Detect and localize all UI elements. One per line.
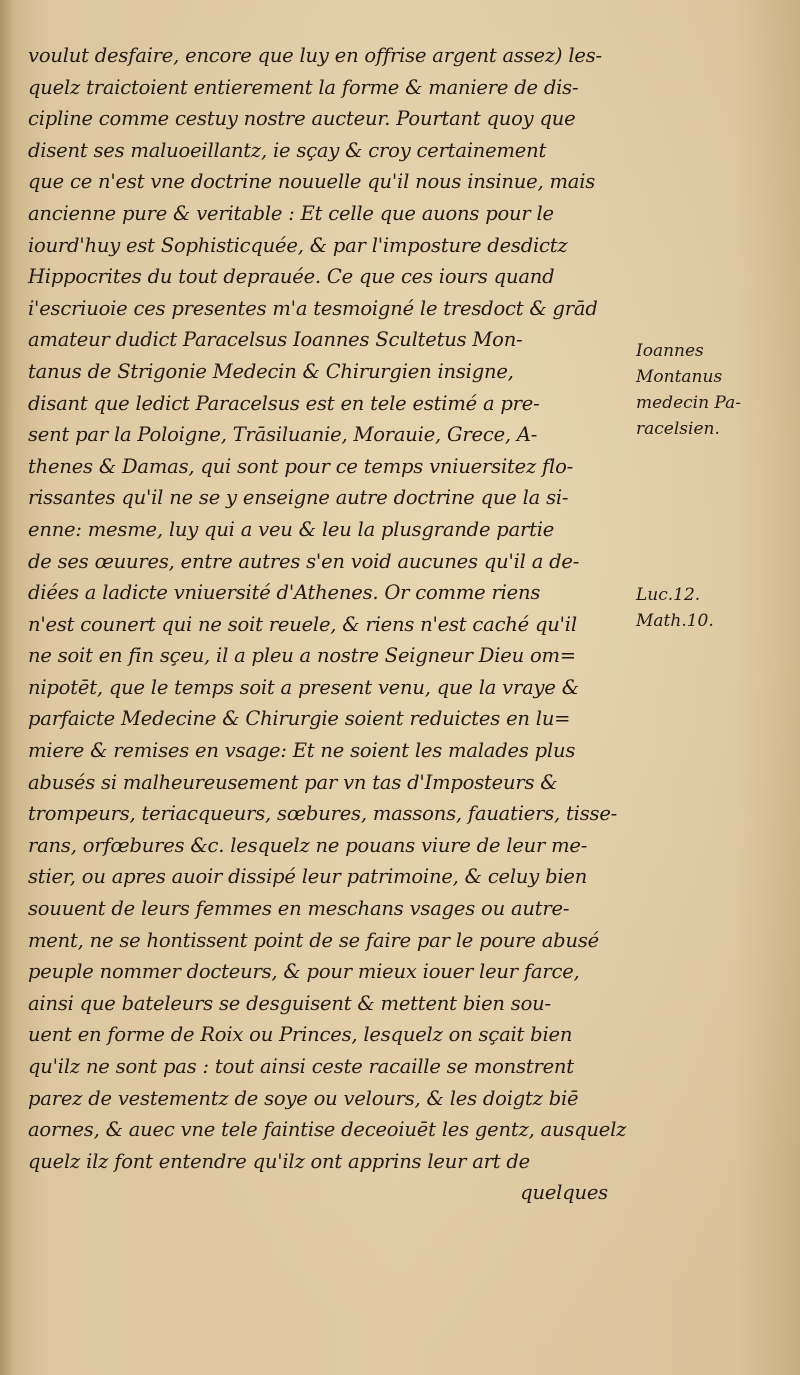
margin-note-line: medecin Pa- [636,393,741,413]
text-line: thenes & Damas, qui sont pour ce temps vniuersitez flo- [28,454,574,478]
text-line: enne: mesme, luy qui a veu & leu la plusgrande partie [28,517,555,541]
margin-note-line: Luc.12. [636,585,701,605]
text-line: iourd'huy est Sophisticquée, & par l'imposture desdictz [28,233,568,257]
text-line: abusés si malheureusement par vn tas d'Imposteurs & [28,770,558,794]
text-line: ainsi que bateleurs se desguisent & mettent bien sou- [28,991,551,1015]
page-edge-shadow [0,0,14,1375]
text-line: trompeurs, teriacqueurs, sœbures, massons, fauatiers, tisse- [28,802,618,826]
text-line: cipline comme cestuy nostre aucteur. Pourtant quoy que [28,107,576,131]
text-line: qu'ilz ne sont pas : tout ainsi ceste racaille se monstrent [28,1055,574,1078]
text-line: peuple nommer docteurs, & pour mieux iouer leur farce, [28,960,580,984]
body-text [28,40,628,1209]
text-line: rissantes qu'il ne se y enseigne autre doctrine que la si- [28,486,569,510]
margin-note-line: Montanus [636,367,723,387]
text-line: Hippocrites du tout deprauée. Ce que ces iours quand [28,265,555,289]
text-line: que ce n'est vne doctrine nouuelle qu'il nous insinue, mais [28,170,596,194]
text-line: amateur dudict Paracelsus Ioannes Scultetus Mon- [28,328,523,352]
text-line: i'escriuoie ces presentes m'a tesmoigné le tresdoct & grād [28,296,598,320]
text-line: miere & remises en vsage: Et ne soient les malades plus [28,739,576,763]
margin-note-line: Math.10. [636,611,714,631]
text-line: souuent de leurs femmes en meschans vsages ou autre- [28,897,570,921]
text-line: quelz ilz font entendre qu'ilz ont apprins leur art de [28,1149,531,1173]
text-line: disant que ledict Paracelsus est en tele estimé a pre- [28,391,540,415]
text-line: parez de vestementz de soye ou velours, & les doigtz biē [28,1086,579,1110]
text-line: ne soit en fin sçeu, il a pleu a nostre Seigneur Dieu om= [28,644,576,668]
text-line: disent ses maluoeillantz, ie sçay & croy certainement [28,138,547,162]
text-line: sent par la Poloigne, Trāsiluanie, Morauie, Grece, A- [28,423,538,447]
text-line: tanus de Strigonie Medecin & Chirurgien insigne, [28,359,514,383]
text-line: ancienne pure & veritable : Et celle que auons pour le [28,201,554,225]
text-line: quelz traictoient entierement la forme & maniere de dis- [28,75,579,99]
text-line: parfaicte Medecine & Chirurgie soient reduictes en lu= [28,707,571,731]
text-line: voulut desfaire, encore que luy en offrise argent assez) les- [28,44,602,67]
text-line: uent en forme de Roix ou Princes, lesquelz on sçait bien [28,1023,573,1047]
text-line: aornes, & auec vne tele faintise deceoiuēt les gentz, ausquelz [28,1118,627,1142]
text-line: ment, ne se hontissent point de se faire par le poure abusé [28,928,599,952]
text-line: n'est counert qui ne soit reuele, & riens n'est caché qu'il [28,612,577,636]
text-line: diées a ladicte vniuersité d'Athenes. Or comme riens [28,581,541,605]
text-line: stier, ou apres auoir dissipé leur patrimoine, & celuy bien [28,865,588,889]
margin-note-references [636,582,714,634]
margin-note-line: racelsien. [636,419,720,439]
text-line: rans, orfœbures &c. lesquelz ne pouans viure de leur me- [28,833,588,857]
text-line: nipotēt, que le temps soit a present venu, que la vraye & [28,675,579,699]
catchword: quelques [520,1181,608,1205]
text-line: de ses œuures, entre autres s'en void aucunes qu'il a de- [28,549,580,573]
margin-note-line: Ioannes [636,341,704,361]
margin-note-montanus [636,338,741,442]
